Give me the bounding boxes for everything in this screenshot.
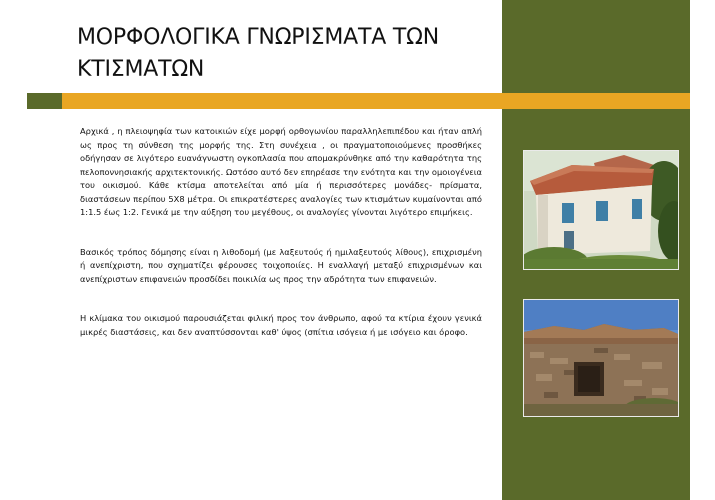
plastered-house-photo — [523, 150, 679, 270]
slide-title: ΜΟΡΦΟΛΟΓΙΚΑ ΓΝΩΡΙΣΜΑΤΑ ΤΩΝ ΚΤΙΣΜΑΤΩΝ — [77, 25, 439, 82]
paragraph-construction: Βασικός τρόπος δόμησης είναι η λιθοδομή (με λαξευτούς ή ημιλαξευτούς λίθους), επιχρισμένη ή ανεπίχριστη, που σχηματίζει φέρουσες τοιχοποιίες. Η εναλλαγή μεταξύ επιχρισμένων και ανεπίχριστων επιφανειών προσδίδει ποικιλία ως προς την αδρότητα των επιφανειών. — [80, 246, 482, 284]
accent-strip-left-block — [27, 93, 62, 109]
slide-body — [80, 125, 482, 365]
accent-strip — [27, 93, 690, 109]
stone-ruin-photo — [523, 299, 679, 417]
paragraph-scale: Η κλίμακα του οικισμού παρουσιάζεται φιλική προς τον άνθρωπο, αφού τα κτίρια έχουν γενικά μικρές διαστάσεις, και δεν αναπτύσσονται καθ' ύψος (σπίτια ισόγεια ή με ισόγειο και όροφο. — [80, 313, 482, 337]
paragraph-morphology: Αρχικά , η πλειοψηφία των κατοικιών είχε μορφή ορθογωνίου παραλληλεπιπέδου και ήταν απλή ως προς τη σύνθεση της μορφής της. Στη συνέχεια , οι πραγματοποιούμενες προσθήκες οδήγησαν σε λιγότερο ευανάγνωστη ογκοπλασία που απομακρύνθηκε από την καθαρότητα της πελοποννησιακής αρχιτεκτονικής. Ωστόσο αυτό δεν επηρέασε την ενότητα και την ομοιογένεια του οικισμού. Κάθε κτίσμα αποτελείται από μία ή περισσότερες μονάδες- πρίσματα, διαστάσεων περίπου 5Χ8 μέτρα. Οι επικρατέστερες αναλογίες των κτισμάτων κυμαίνονται από 1:1.5 έως 1:2. Γενικά με την αύξηση του μεγέθους, οι αναλογίες γίνονται λιγότερο επιμήκεις. — [80, 126, 482, 217]
